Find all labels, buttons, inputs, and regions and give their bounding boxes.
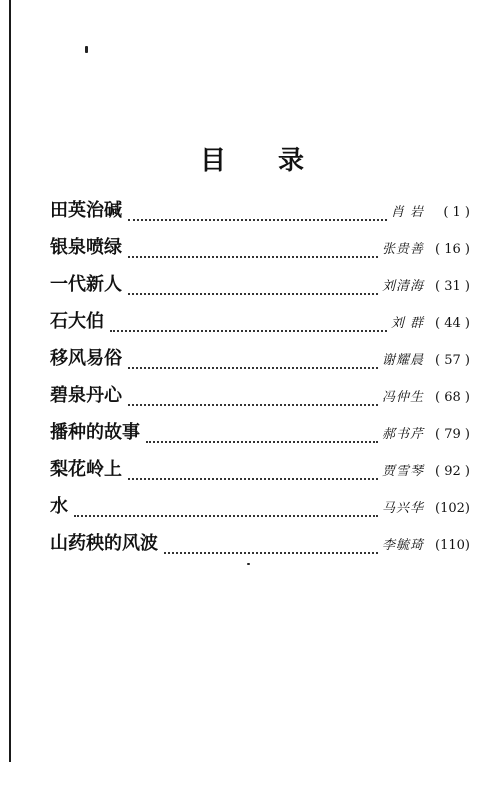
toc-entry-page: ( 31 ) [435, 279, 470, 294]
toc-entry-title: 石大伯 [50, 311, 104, 332]
toc-entry [50, 340, 470, 377]
toc-entry-author: 郝书芹 [381, 427, 424, 442]
toc-entry [50, 488, 470, 525]
toc-entry [50, 266, 470, 303]
toc-entry-title: 梨花岭上 [50, 459, 122, 480]
dot-leader [128, 219, 387, 221]
toc-entry-title: 一代新人 [50, 274, 122, 295]
toc-entry-title: 移风易俗 [50, 348, 122, 369]
dot-leader [128, 256, 378, 258]
toc-entry-page: ( 79 ) [435, 427, 470, 442]
title-char-right: 录 [278, 146, 305, 176]
toc-entry-author: 张贵善 [381, 242, 424, 257]
dot-leader [164, 552, 378, 554]
dot-leader [74, 515, 378, 517]
dot-leader [128, 293, 378, 295]
dot-leader [128, 367, 378, 369]
dot-leader [128, 478, 378, 480]
dot-leader [110, 330, 387, 332]
toc-entry [50, 303, 470, 340]
toc-entry-title: 播种的故事 [50, 422, 140, 443]
toc-entry-page: ( 44 ) [435, 316, 470, 331]
toc-entry-title: 山药秧的风波 [50, 533, 158, 554]
title-char-left: 目 [199, 146, 226, 176]
toc-entry [50, 414, 470, 451]
toc-entry [50, 525, 470, 562]
toc-entry-title: 水 [50, 496, 68, 517]
toc-entry-page: ( 16 ) [435, 242, 470, 257]
toc-entry-author: 贾雪琴 [381, 464, 424, 479]
ink-speck [247, 563, 250, 565]
toc-entry-page: (102) [435, 501, 470, 516]
toc-entry-page: ( 68 ) [435, 390, 470, 405]
toc-entry-title: 碧泉丹心 [50, 385, 122, 406]
toc-entry-page: (110) [435, 538, 470, 553]
dot-leader [128, 404, 378, 406]
dot-leader [146, 441, 378, 443]
table-of-contents [50, 192, 470, 562]
toc-entry-author: 冯仲生 [381, 390, 424, 405]
toc-entry-author: 刘 群 [390, 316, 424, 331]
ink-speck [85, 46, 88, 53]
toc-entry-author: 马兴华 [381, 501, 424, 516]
toc-entry-page: ( 92 ) [435, 464, 470, 479]
toc-entry-title: 田英治碱 [50, 200, 122, 221]
toc-entry [50, 451, 470, 488]
toc-entry-author: 肖 岩 [390, 205, 424, 220]
toc-entry-page: ( 57 ) [435, 353, 470, 368]
toc-entry-author: 谢耀晨 [381, 353, 424, 368]
toc-entry [50, 377, 470, 414]
toc-entry-title: 银泉喷绿 [50, 237, 122, 258]
toc-entry-page: ( 1 ) [443, 205, 470, 220]
page-title [0, 140, 504, 177]
toc-entry-author: 李毓琦 [381, 538, 424, 553]
toc-entry-author: 刘清海 [381, 279, 424, 294]
toc-entry [50, 192, 470, 229]
page-edge-line [9, 0, 11, 762]
toc-entry [50, 229, 470, 266]
